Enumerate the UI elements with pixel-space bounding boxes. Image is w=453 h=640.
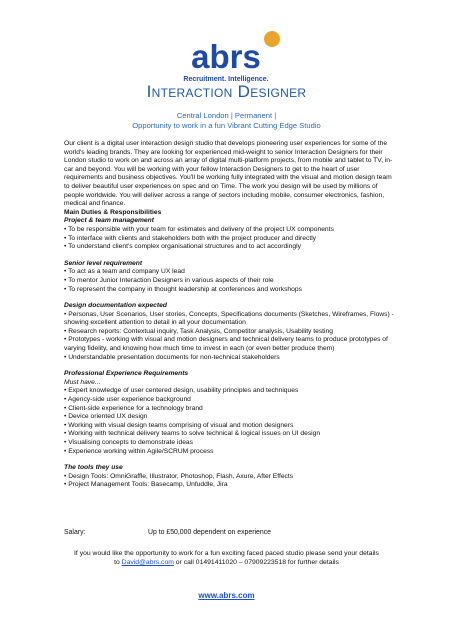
list-item: • Design Tools: OmniGraffle, Illustrator, Photoshop, Flash, Axure, After Effects xyxy=(64,472,294,480)
salary-label: Salary: xyxy=(64,529,86,536)
salary-row xyxy=(64,529,271,536)
docs-heading: Design documentation expected xyxy=(64,302,167,310)
must-have-label: Must have... xyxy=(64,378,101,386)
duties-heading: Main Duties & Responsibilities xyxy=(64,208,162,216)
email-link[interactable]: David@abrs.com xyxy=(121,559,174,566)
list-item: • Understandable presentation documents for non-technical stakeholders xyxy=(64,353,280,361)
tagline-line: Opportunity to work in a fun Vibrant Cutting Edge Studio xyxy=(132,121,321,130)
list-item: • Working with visual design teams comprising of visual and motion designers xyxy=(64,421,294,429)
list-item: • To mentor Junior Interaction Designers in various aspects of their role xyxy=(64,276,274,284)
logo-tagline: Recruitment. Intelligence. xyxy=(183,76,269,83)
contact-paragraph xyxy=(40,549,413,567)
list-item: • Project Management Tools: Basecamp, Unfuddle, Jira xyxy=(64,481,228,489)
list-item: • Client-side experience for a technology brand xyxy=(64,404,203,412)
senior-heading: Senior level requirement xyxy=(64,259,143,267)
list-item: • Device oriented UX design xyxy=(64,413,148,421)
salary-value: Up to £50,000 dependent on experience xyxy=(148,529,271,536)
list-item: • To represent the company in thought leadership at conferences and workshops xyxy=(64,285,302,293)
list-item: • Research reports: Contextual inquiry, Task Analysis, Competitor analysis, Usability testing xyxy=(64,327,333,335)
page-title: Interaction Designer xyxy=(146,82,307,101)
contact-prefix: to xyxy=(114,559,120,566)
list-item: • Agency-side user experience background xyxy=(64,396,191,404)
intro-paragraph: Our client is a digital user interaction design studio that develops pioneering user experiences for some of the world's leading brands. They are looking for experienced mid-weight to senior Interaction Designers for their London studio to work on and across an array of digital multi-platform projects, from mobile and tablet to TV, in-car and beyond. You will be working with your fellow Interaction Designers to get to the heart of user requirements and business objectives. You'll be working fully integrated with the visual and motion design team to deliver beautiful user experiences on spec and on Time. The work you design will be used by millions of people worldwide. You will deliver across a range of sectors including mobile, consumer electronics, fashion, medical and finance. xyxy=(64,140,393,208)
list-item: • Working with technical delivery teams to solve technical & logical issues on UI design xyxy=(64,430,321,438)
contact-suffix: or call 01491411020 – 07909223518 for further details xyxy=(175,559,339,566)
list-item: • Personas, User Scenarios, User stories, Concepts, Specifications documents (Sketches, Wireframes, Flows) - showing excellent attention to detail in all your documentation xyxy=(64,310,394,327)
list-item: • Visualising concepts to demonstrate ideas xyxy=(64,439,193,446)
list-item: • Experience working within Agile/SCRUM process xyxy=(64,447,214,455)
requirements-heading: Professional Experience Requirements xyxy=(64,370,189,378)
website-link[interactable]: www.abrs.com xyxy=(198,591,255,600)
list-item: • To interface with clients and stakeholders both with the project producer and directly xyxy=(64,234,317,242)
tools-heading: The tools they use xyxy=(64,464,123,472)
contact-line: If you would like the opportunity to work for a fun exciting faced paced studio please send your details xyxy=(74,550,379,557)
list-item: • To act as a team and company UX lead xyxy=(64,268,185,276)
job-body xyxy=(64,140,394,490)
list-item: • To understand client's complex organisational structures and to act accordingly xyxy=(64,243,301,251)
project-heading: Project & team management xyxy=(64,217,154,225)
location-line: Central London | Permanent | xyxy=(176,111,277,120)
logo-dot-icon xyxy=(264,31,280,47)
list-item: • To be responsible with your team for estimates and delivery of the project UX components xyxy=(64,225,334,233)
logo-wordmark: abrs xyxy=(191,38,261,75)
list-item: • Expert knowledge of user centered design, usability principles and techniques xyxy=(64,387,299,395)
list-item: • Prototypes - working with visual and motion designers and technical delivery teams to produce prototypes of varying fidelity, and knowing how much time to invest in each (or even better produce them) xyxy=(64,336,388,353)
abrs-logo xyxy=(0,30,453,88)
